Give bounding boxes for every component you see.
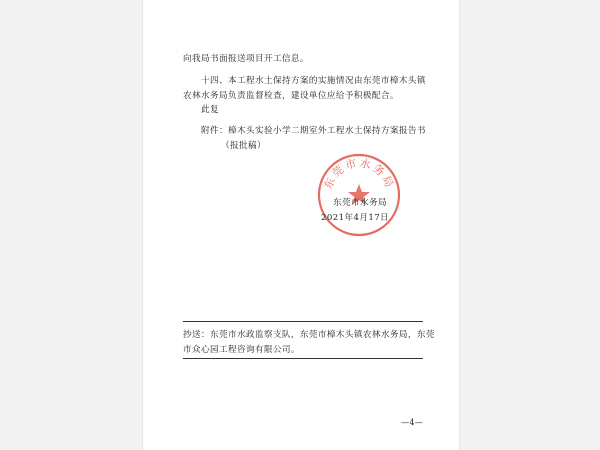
svg-text:东莞市水务局: 东莞市水务局 <box>321 156 397 192</box>
divider <box>183 358 423 359</box>
signature-date: 2021年4月17日 <box>321 213 390 223</box>
cc-line: 市众心园工程咨询有限公司。 <box>183 345 300 355</box>
divider <box>183 321 423 322</box>
cc-line: 抄送：东莞市水政监察支队，东莞市樟木头镇农林水务局，东莞 <box>183 330 435 340</box>
closing-text: 此复 <box>201 105 219 115</box>
attachment-title: 附件：樟木头实验小学二期室外工程水土保持方案报告书 <box>201 126 426 136</box>
signature-org: 东莞市水务局 <box>333 198 387 208</box>
body-line: 向我局书面报送项目开工信息。 <box>183 54 309 64</box>
page-number: —4— <box>401 418 424 427</box>
attachment-subtitle: （报批稿） <box>221 141 266 151</box>
document-page <box>143 0 459 450</box>
body-line: 农林水务局负责监督检查，建设单位应给予积极配合。 <box>183 91 399 101</box>
body-line: 十四、本工程水土保持方案的实施情况由东莞市樟木头镇 <box>201 76 426 86</box>
official-seal-icon <box>316 152 402 238</box>
